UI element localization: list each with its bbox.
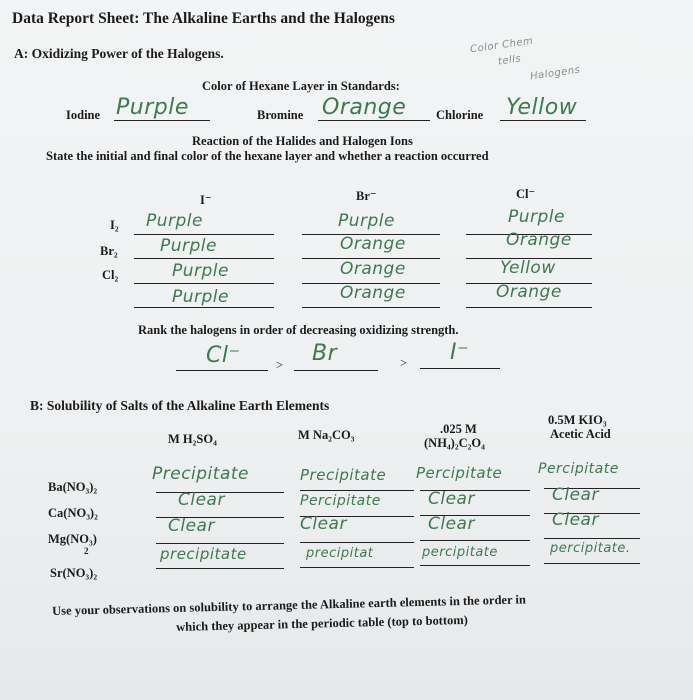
row-label-i2: I₂ [110, 218, 119, 232]
col-header-oxalate-conc: .025 M [440, 422, 477, 436]
solubility-cell-ca-na2co3: Percipitate [300, 493, 381, 509]
chlorine-blank [500, 120, 586, 121]
col-header-kio3: 0.5M KIO₃ [548, 413, 607, 427]
row-label-sr: Sr(NO₃)₂ [50, 566, 98, 580]
rank-separator-2: > [400, 356, 408, 370]
solubility-cell-mg-oxalate: Clear [428, 514, 475, 534]
solubility-cell-mg-kio3: Clear [552, 510, 599, 530]
reaction-cell-extra-br: Orange [340, 283, 406, 303]
footer-instruction-line2: which they appear in the periodic table (top to bottom) [176, 612, 469, 634]
solubility-cell-sr-na2co3: precipitat [306, 546, 374, 561]
standards-heading: Color of Hexane Layer in Standards: [202, 79, 400, 93]
reaction-cell-cl2-i: Purple [172, 261, 229, 281]
reaction-blank [134, 307, 274, 308]
reaction-instruction: State the initial and final color of the hexane layer and whether a reaction occurred [46, 149, 489, 163]
chlorine-answer: Yellow [506, 95, 578, 120]
col-header-oxalate: (NH₄)₂C₂O₄ [424, 436, 485, 450]
solubility-blank [300, 490, 414, 491]
bromine-answer: Orange [322, 95, 407, 120]
solubility-cell-ba-oxalate: Percipitate [416, 464, 503, 482]
col-header-na2co3: M Na₂CO₃ [298, 428, 355, 442]
rank-prompt: Rank the halogens in order of decreasing oxidizing strength. [138, 323, 459, 337]
bromine-label: Bromine [257, 108, 304, 122]
col-header-h2so4: M H₂SO₄ [168, 432, 217, 446]
solubility-cell-mg-h2so4: Clear [168, 516, 215, 536]
solubility-blank [420, 540, 530, 541]
solubility-cell-sr-h2so4: precipitate [160, 545, 247, 563]
solubility-cell-ba-kio3: Percipitate [538, 461, 619, 477]
reaction-cell-i2-cl: Purple [508, 207, 565, 227]
reaction-cell-br2-cl: Orange [506, 230, 572, 250]
rank-answer-3: I⁻ [450, 340, 470, 365]
footer-instruction-line1: Use your observations on solubility to arrange the Alkaline earth elements in the order in [52, 592, 527, 618]
bromine-blank [318, 120, 430, 121]
solubility-cell-ca-h2so4: Clear [178, 490, 225, 510]
reaction-blank [134, 258, 274, 259]
row-label-cl2: Cl₂ [102, 268, 119, 282]
page-title: Data Report Sheet: The Alkaline Earths and the Halogens [12, 10, 395, 27]
solubility-cell-ba-h2so4: Precipitate [152, 464, 249, 484]
col-header-chloride: Cl⁻ [516, 187, 536, 201]
iodine-label: Iodine [66, 108, 101, 122]
solubility-blank [156, 543, 284, 544]
rank-blank-1 [176, 370, 268, 371]
rank-answer-1: Cl⁻ [206, 343, 241, 368]
reaction-blank [466, 307, 592, 308]
reaction-cell-br2-i: Purple [160, 236, 217, 256]
reaction-cell-i2-br: Purple [338, 211, 395, 231]
section-a-heading: A: Oxidizing Power of the Halogens. [14, 46, 224, 61]
row-label-br2: Br₂ [100, 244, 118, 258]
chlorine-label: Chlorine [436, 108, 484, 122]
col-header-acetic: Acetic Acid [550, 427, 611, 441]
iodine-blank [114, 120, 210, 121]
solubility-blank [544, 563, 640, 564]
reaction-cell-i2-i: Purple [146, 211, 203, 231]
solubility-blank [156, 568, 284, 569]
row-label-ca: Ca(NO₃)₂ [48, 506, 98, 520]
reaction-blank [302, 307, 440, 308]
row-label-mg-subscript: 2 [84, 546, 89, 556]
solubility-cell-sr-kio3: percipitate. [550, 541, 631, 556]
solubility-cell-ca-oxalate: Clear [428, 489, 475, 509]
margin-note-1: Color Chem [469, 35, 534, 56]
iodine-answer: Purple [116, 95, 189, 120]
reaction-blank [134, 283, 274, 284]
col-header-iodide: I⁻ [200, 193, 212, 207]
solubility-blank [420, 565, 530, 566]
reaction-cell-cl2-cl: Yellow [500, 258, 556, 278]
solubility-cell-sr-oxalate: percipitate [422, 545, 498, 560]
margin-note-3: Halogens [529, 64, 582, 83]
rank-separator-1: > [276, 358, 284, 372]
solubility-blank [544, 538, 640, 539]
reaction-cell-extra-cl: Orange [496, 282, 562, 302]
rank-blank-3 [420, 368, 500, 369]
reaction-cell-br2-br: Orange [340, 234, 406, 254]
solubility-cell-ca-kio3: Clear [552, 485, 599, 505]
reaction-cell-cl2-br: Orange [340, 259, 406, 279]
row-label-mg: Mg(NO₃) [48, 532, 97, 546]
col-header-bromide: Br⁻ [356, 189, 377, 203]
reaction-heading: Reaction of the Halides and Halogen Ions [192, 134, 413, 148]
solubility-blank [300, 567, 414, 568]
solubility-cell-ba-na2co3: Precipitate [300, 466, 387, 484]
margin-note-2: tells [497, 53, 522, 68]
reaction-cell-extra-i: Purple [172, 287, 229, 307]
solubility-cell-mg-na2co3: Clear [300, 514, 347, 534]
rank-answer-2: Br [312, 341, 338, 366]
section-b-heading: B: Solubility of Salts of the Alkaline Earth Elements [30, 398, 330, 413]
reaction-blank [134, 234, 274, 235]
solubility-blank [300, 542, 414, 543]
row-label-ba: Ba(NO₃)₂ [48, 480, 98, 494]
rank-blank-2 [294, 370, 378, 371]
